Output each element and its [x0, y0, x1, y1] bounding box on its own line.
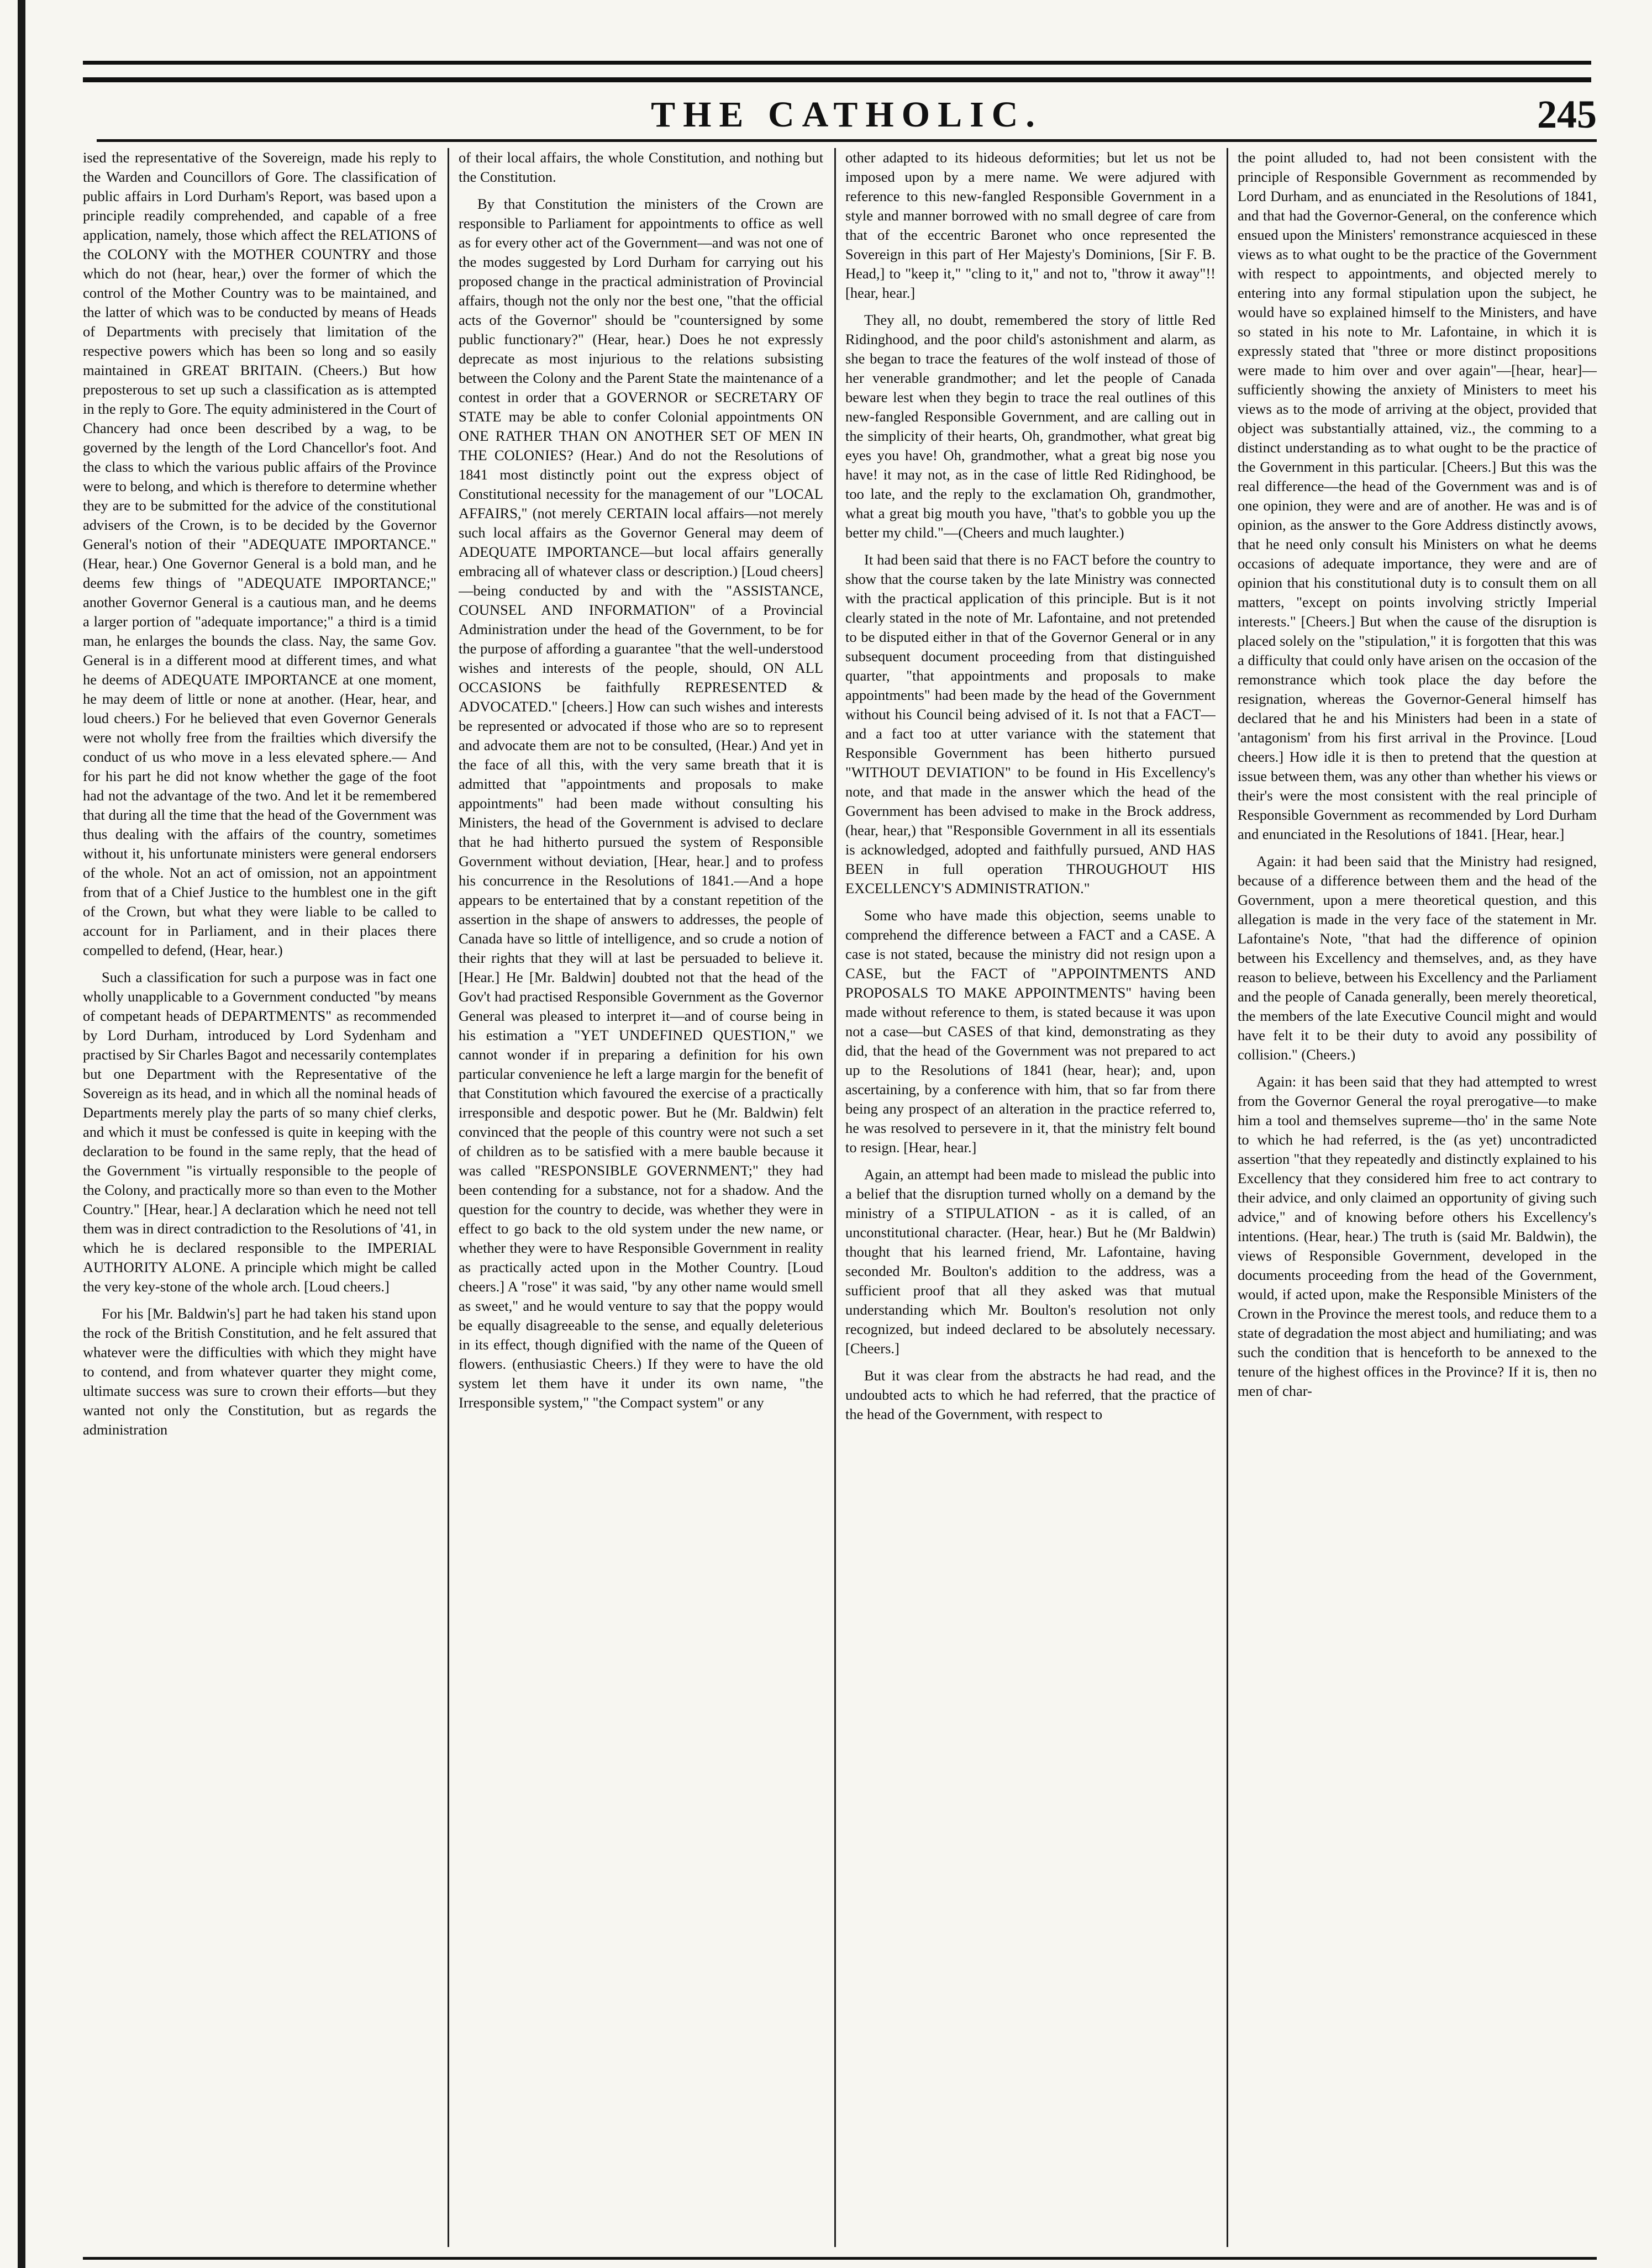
- column-1: [83, 148, 436, 2247]
- paragraph: ised the representative of the Sovereign, made his reply to the Warden and Councillors of Gore. The classification of public affairs in Lord Durham's Report, was based upon a principle readily comprehended, and capable of a free application, namely, those which affect the RELATIONS of the COLONY with the MOTHER COUNTRY and those which do not (hear, hear,) over the former of which the control of the Mother Country was to be maintained, and the latter of which was to be conducted by means of Heads of Departments with precisely that limitation of the respective powers which has been so long and so easily maintained in GREAT BRITAIN. (Cheers.) But how preposterous to set up such a classification as is attempted in the reply to Gore. The equity administered in the Court of Chancery had once been described by a wag, to be governed by the length of the Lord Chancellor's foot. And the class to which the various public affairs of the Province were to belong, and which is therefore to determine whether they are to be submitted for the advice of the constitutional advisers of the Crown, is to be decided by the Governor General's notion of their "ADEQUATE IMPORTANCE." (Hear, hear.) One Governor General is a bold man, and he deems few things of "ADEQUATE IMPORTANCE;" another Governor General is a cautious man, and he deems a larger portion of "adequate importance;" a third is a timid man, he enlarges the bounds the class. Nay, the same Gov. General is in a different mood at different times, and what he deems of ADEQUATE IMPORTANCE at one moment, he may deem of little or none at another. (Hear, hear, and loud cheers.) For he believed that even Governor Generals were not wholly free from the frailties which diversify the conduct of us who move in a less elevated sphere.— And for his part he did not know whether the gage of the foot had not the advantage of the two. And let it be remembered that during all the time that the head of the Government was thus dealing with the affairs of the country, sometimes without it, his unfortunate ministers were general endorsers of the whole. Not an act of omission, not an appointment from that of a Chief Justice to the humblest one in the gift of the Crown, but what they were liable to be called to account for in Parliament, and in their places there compelled to defend, (Hear, hear.): [83, 149, 436, 958]
- column-rule: [1227, 148, 1228, 2247]
- paragraph: the point alluded to, had not been consistent with the principle of Responsible Government as recommended by Lord Durham, and as enunciated in the Resolutions of 1841, and that had the Governor-General, on the conference which ensued upon the Ministers' remonstrance acquiesced in these views as to what ought to be the practice of the Government with respect to appointments, and objected merely to entering into any formal stipulation upon the subject, he would have so explained himself to the Ministers, and have so stated in his note to Mr. Lafontaine, in which it is expressly stated that "three or more distinct propositions were made to him over and over again"—[hear, hear]—sufficiently showing the anxiety of Ministers to meet his views as to the mode of arriving at the object, provided that object was substantially attained, viz., the comming to a distinct understanding as to what ought to be the practice of the Government in this particular. [Cheers.] But this was the real difference—the head of the Government was and is of one opinion, they were and are of another. He was and is of opinion, as the answer to the Gore Address distinctly avows, that he need only consult his Ministers on what he deems occasions of adequate importance, they were and are of opinion that his constitutional duty is to consult them on all matters, "except on points involving strictly Imperial interests." [Cheers.] But when the cause of the disruption is placed solely on the "stipulation," it is forgotten that this was a difficulty that could only have arisen on the occasion of the remonstrance which took place the day before the resignation, whereas the Governor-General himself has declared that he and his Ministers had been in a state of 'antagonism' from his first arrival in the Province. [Loud cheers.] How idle it is then to pretend that the question at issue between them, was any other than whether his views or their's were the most consistent with the real principle of Responsible Government as recommended by Lord Durham and enunciated in the Resolutions of 1841. [Hear, hear.]: [1238, 149, 1597, 842]
- bottom-rule: [83, 2257, 1597, 2260]
- column-rule: [448, 148, 449, 2247]
- paragraph: By that Constitution the ministers of the Crown are responsible to Parliament for appointments to office as well as for every other act of the Government—and was not one of the modes suggested by Lord Durham for carrying out his proposed change in the practical administration of Provincial affairs, though not the only nor the best one, "that the official acts of the Governor" should be "countersigned by some public functionary?" (Hear, hear.) Does he not expressly deprecate as most injurious to the relations subsisting between the Colony and the Parent State the maintenance of a contest in order that a GOVERNOR or SECRETARY OF STATE may be able to confer Colonial appointments ON ONE RATHER THAN ON ANOTHER SET OF MEN IN THE COLONIES? (Hear.) And do not the Resolutions of 1841 most distinctly point out the express object of Constitutional necessity for the management of our "LOCAL AFFAIRS," (not merely CERTAIN local affairs—not merely such local affairs as the Governor General may deem of ADEQUATE IMPORTANCE—but local affairs generally embracing all of whatever class or description.) [Loud cheers]—being conducted by and with the "ASSISTANCE, COUNSEL AND INFORMATION" of a Provincial Administration under the head of the Government, to be for the purpose of affording a guarantee "that the well-understood wishes and interests of the people, should, ON ALL OCCASIONS be faithfully REPRESENTED & ADVOCATED." [cheers.] How can such wishes and interests be represented or advocated if those who are so to represent and advocate them are not to be consulted, (Hear.) And yet in the face of all this, with the very same breath that it is admitted that "appointments and proposals to make appointments" had been made without consulting his Ministers, the head of the Government is advised to declare that he had hitherto pursued the system of Responsible Government without deviation, [Hear, hear.] and to profess his concurrence in the Resolutions of 1841.—And a hope appears to be entertained that by a constant repetition of the assertion in the shape of answers to addresses, the people of Canada have so little of intelligence, and so crude a notion of their rights that they will at last be persuaded to believe it. [Hear.] He [Mr. Baldwin] doubted not that the head of the Gov't had practised Responsible Government as the Governor General was pleased to interpret it—and of course being in his estimation a "YET UNDEFINED QUESTION," we cannot wonder if in preparing a definition for his own particular convenience he left a large margin for the benefit of that Constitution which favoured the exercise of a practically irresponsible and despotic power. But he (Mr. Baldwin) felt convinced that the people of this country were not such a set of children as to be satisfied with a mere bauble because it was called "RESPONSIBLE GOVERNMENT;" they had been contending for a substance, not for a shadow. And the question for the country to decide, was whether they were in effect to go back to the old system under the new name, or whether they were to have Responsible Government in reality as practically acted upon in the Mother Country. [Loud cheers.] A "rose" it was said, "by any other name would smell as sweet," and he would venture to say that the poppy would be equally disagreeable to the sense, and equally deleterious in its effect, though dignified with the name of the Queen of flowers. (enthusiastic Cheers.) If they were to have the old system let them have it under its own name, "the Irresponsible system," "the Compact system" or any: [459, 196, 823, 1411]
- column-4: [1238, 148, 1597, 2247]
- masthead-title: THE CATHOLIC.: [651, 94, 1043, 135]
- paragraph: of their local affairs, the whole Constitution, and nothing but the Constitution.: [459, 149, 823, 185]
- paragraph: Again, an attempt had been made to mislead the public into a belief that the disruption turned wholly on a demand by the ministry of a STIPULATION - as it is called, of an unconstitutional character. (Hear, hear.) But he (Mr Baldwin) thought that his learned friend, Mr. Lafontaine, having seconded Mr. Boulton's addition to the address, was a sufficient proof that all they asked was that mutual understanding which Mr. Boulton's resolution not only recognized, but indeed declared to be absolutely necessary. [Cheers.]: [845, 1166, 1216, 1357]
- paragraph: Again: it has been said that they had attempted to wrest from the Governor General the royal prerogative—to make him a tool and themselves supreme—tho' in the same Note to which he had referred, is the (as yet) uncontradicted assertion "that they repeatedly and distinctly explained to his Excellency that they considered him free to act contrary to their advice, and only claimed an opportunity of giving such advice," and of knowing before others his Excellency's intentions. (Hear, hear.) The truth is (said Mr. Baldwin), the views of Responsible Government, developed in the documents proceeding from the head of the Government, would, if acted upon, make the Responsible Ministers of the Crown in the Province the merest tools, and reduce them to a state of degradation the most abject and humiliating; and was such the condition that is henceforth to be annexed to the tenure of the highest offices in the Province? If it is, then no men of char-: [1238, 1073, 1597, 1399]
- page-number: 245: [1537, 92, 1597, 136]
- header-rule: [97, 139, 1597, 142]
- paragraph: But it was clear from the abstracts he had read, and the undoubted acts to which he had referred, that the practice of the head of the Government, with respect to: [845, 1367, 1216, 1422]
- paragraph: For his [Mr. Baldwin's] part he had taken his stand upon the rock of the British Constitution, and he felt assured that whatever were the difficulties with which they might have to contend, and from whatever quarter they might come, ultimate success was sure to crown their efforts—but they wanted not only the Constitution, but as regards the administration: [83, 1305, 436, 1438]
- paragraph: It had been said that there is no FACT before the country to show that the course taken by the late Ministry was connected with the practical application of this principle. But is it not clearly stated in the note of Mr. Lafontaine, and not pretended to be disputed either in that of the Governor General or in any subsequent document proceeding from that distinguished quarter, "that appointments and proposals to make appointments" had been made by the head of the Government without his Council being advised of it. Is not that a FACT—and a fact too at utter variance with the statement that Responsible Government has been hitherto pursued "WITHOUT DEVIATION" to be found in His Excellency's note, and that made in the answer which the head of the Government has been advised to make in the Brock address, (hear, hear,) that "Responsible Government in all its essentials is acknowledged, adopted and faithfully pursued, AND HAS BEEN in full operation THROUGHOUT HIS EXCELLENCY'S ADMINISTRATION.": [845, 551, 1216, 896]
- paragraph: Again: it had been said that the Ministry had resigned, because of a difference between them and the head of the Government, upon a mere theoretical question, and this allegation is made in the very face of the statement in Mr. Lafontaine's Note, "that had the difference of opinion between his Excellency and themselves, and, as they have reason to believe, between his Excellency and the Parliament and the people of Canada generally, been merely theoretical, the members of the late Executive Council might and would have felt it to be their duty to avoid any possibility of collision." (Cheers.): [1238, 853, 1597, 1063]
- top-rule-double: [83, 77, 1591, 82]
- paragraph: They all, no doubt, remembered the story of little Red Ridinghood, and the poor child's astonishment and alarm, as she began to trace the features of the wolf instead of those of her venerable grandmother; and let the people of Canada beware lest when they begin to trace the real outlines of this new-fangled Responsible Government, and are calling out in the simplicity of their hearts, Oh, grandmother, what great big eyes you have! Oh, grandmother, what a great big nose you have! it may not, as in the case of little Red Ridinghood, be too late, and the reply to the exclamation Oh, grandmother, what a great big mouth you have, "that's to gobble you up the better my child."—(Cheers and much laughter.): [845, 312, 1216, 541]
- top-rule: [83, 61, 1591, 65]
- paragraph: other adapted to its hideous deformities; but let us not be imposed upon by a mere name. We were adjured with reference to this new-fangled Responsible Government in a style and manner borrowed with no small degree of care from that of the eccentric Baronet who once represented the Sovereign in this part of Her Majesty's Dominions, [Sir F. B. Head,] to "keep it," "cling to it," and not to, "throw it away"!! [hear, hear.]: [845, 149, 1216, 301]
- page-edge-border: [18, 0, 25, 2268]
- paragraph: Some who have made this objection, seems unable to comprehend the difference between a FACT and a CASE. A case is not stated, because the ministry did not resign upon a CASE, but the FACT of "APPOINTMENTS AND PROPOSALS TO MAKE APPOINTMENTS" having been made without reference to them, is stated because it was upon not a case—but CASES of that kind, demonstrating as they did, that the head of the Government was not prepared to act up to the Resolutions of 1841 (hear, hear); and, upon ascertaining, by a conference with him, that so far from there being any prospect of an alteration in the practice referred to, he was resolved to persevere in it, that the ministry felt bound to resign. [Hear, hear.]: [845, 907, 1216, 1156]
- page-header: [97, 94, 1597, 138]
- column-rule: [834, 148, 836, 2247]
- column-2: [459, 148, 823, 2247]
- paragraph: Such a classification for such a purpose was in fact one wholly unapplicable to a Government conducted "by means of competant heads of DEPARTMENTS" as recommended by Lord Durham, introduced by Lord Sydenham and practised by Sir Charles Bagot and necessarily contemplates but one Department with the Representative of the Sovereign as its head, and in which all the nominal heads of Departments merely play the parts of so many chief clerks, and which it must be confessed is quite in keeping with the declaration to be found in the same reply, that the head of the Government "is virtually responsible to the people of the Colony, and practically more so than even to the Mother Country." [Hear, hear.] A declaration which he need not tell them was in direct contradiction to the Resolutions of '41, in which he is declared responsible to the IMPERIAL AUTHORITY ALONE. A principle which might be called the very key-stone of the whole arch. [Loud cheers.]: [83, 969, 436, 1295]
- column-3: [845, 148, 1216, 2247]
